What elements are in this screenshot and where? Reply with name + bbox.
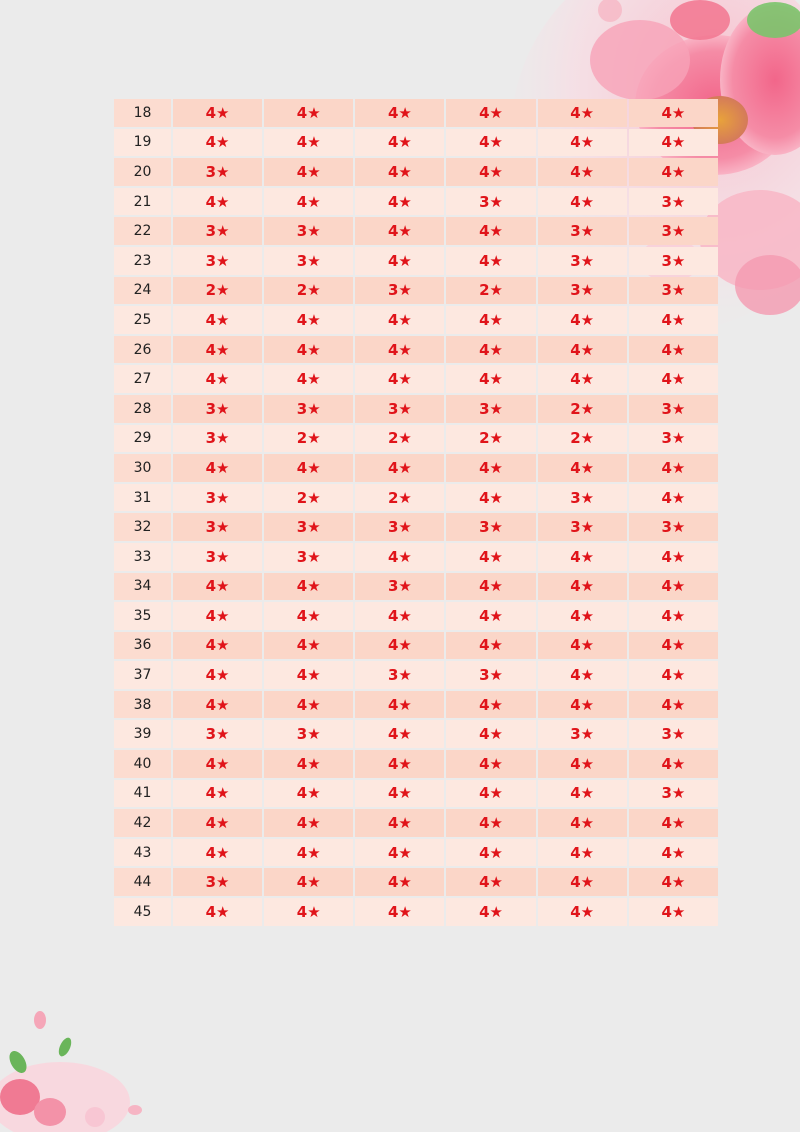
star-rating-cell: 4★ (173, 661, 262, 689)
star-rating-cell: 3★ (264, 513, 353, 541)
star-rating-cell: 3★ (355, 395, 444, 423)
star-rating-cell: 3★ (538, 277, 627, 305)
star-rating-cell: 4★ (446, 306, 535, 334)
star-rating-cell: 4★ (264, 661, 353, 689)
table-row (114, 129, 718, 157)
star-rating-cell: 2★ (446, 425, 535, 453)
star-rating-cell: 3★ (355, 277, 444, 305)
rating-table-container (112, 97, 720, 928)
star-rating-cell: 3★ (173, 720, 262, 748)
table-row (114, 188, 718, 216)
row-number-cell: 23 (114, 247, 171, 275)
star-rating-cell: 4★ (355, 898, 444, 926)
row-number-cell: 19 (114, 129, 171, 157)
table-row (114, 306, 718, 334)
star-rating-cell: 4★ (355, 691, 444, 719)
star-rating-cell: 4★ (355, 868, 444, 896)
row-number-cell: 32 (114, 513, 171, 541)
star-rating-cell: 3★ (355, 513, 444, 541)
star-rating-cell: 4★ (264, 454, 353, 482)
table-row (114, 839, 718, 867)
row-number-cell: 27 (114, 365, 171, 393)
row-number-cell: 40 (114, 750, 171, 778)
star-rating-cell: 4★ (446, 247, 535, 275)
star-rating-cell: 3★ (264, 217, 353, 245)
star-rating-cell: 3★ (446, 395, 535, 423)
star-rating-cell: 3★ (446, 661, 535, 689)
star-rating-cell: 2★ (264, 277, 353, 305)
star-rating-cell: 4★ (355, 839, 444, 867)
row-number-cell: 37 (114, 661, 171, 689)
star-rating-cell: 3★ (538, 720, 627, 748)
star-rating-cell: 4★ (538, 365, 627, 393)
star-rating-cell: 3★ (629, 247, 718, 275)
star-rating-cell: 2★ (264, 425, 353, 453)
rating-table-body (114, 99, 718, 926)
star-rating-cell: 4★ (538, 188, 627, 216)
row-number-cell: 20 (114, 158, 171, 186)
star-rating-cell: 4★ (629, 868, 718, 896)
star-rating-cell: 4★ (629, 573, 718, 601)
table-row (114, 661, 718, 689)
star-rating-cell: 4★ (355, 632, 444, 660)
star-rating-cell: 4★ (173, 750, 262, 778)
star-rating-cell: 3★ (629, 217, 718, 245)
star-rating-cell: 4★ (355, 720, 444, 748)
row-number-cell: 25 (114, 306, 171, 334)
star-rating-cell: 4★ (538, 129, 627, 157)
star-rating-cell: 3★ (629, 513, 718, 541)
row-number-cell: 41 (114, 780, 171, 808)
star-rating-cell: 4★ (173, 454, 262, 482)
star-rating-cell: 4★ (629, 691, 718, 719)
table-row (114, 720, 718, 748)
star-rating-cell: 4★ (629, 158, 718, 186)
star-rating-cell: 4★ (538, 839, 627, 867)
star-rating-cell: 4★ (355, 188, 444, 216)
star-rating-cell: 4★ (538, 809, 627, 837)
table-row (114, 602, 718, 630)
star-rating-cell: 4★ (264, 602, 353, 630)
table-row (114, 868, 718, 896)
flower-decoration-bottom-left (0, 992, 170, 1132)
table-row (114, 277, 718, 305)
table-row (114, 395, 718, 423)
star-rating-cell: 4★ (446, 839, 535, 867)
star-rating-cell: 4★ (629, 336, 718, 364)
star-rating-cell: 4★ (355, 99, 444, 127)
star-rating-cell: 4★ (173, 365, 262, 393)
star-rating-cell: 4★ (264, 691, 353, 719)
star-rating-cell: 4★ (629, 809, 718, 837)
table-row (114, 484, 718, 512)
star-rating-cell: 4★ (264, 839, 353, 867)
star-rating-cell: 3★ (538, 247, 627, 275)
star-rating-cell: 2★ (446, 277, 535, 305)
row-number-cell: 21 (114, 188, 171, 216)
table-row (114, 425, 718, 453)
star-rating-cell: 4★ (264, 898, 353, 926)
row-number-cell: 33 (114, 543, 171, 571)
star-rating-cell: 2★ (538, 395, 627, 423)
table-row (114, 365, 718, 393)
star-rating-cell: 4★ (355, 602, 444, 630)
row-number-cell: 35 (114, 602, 171, 630)
star-rating-cell: 3★ (629, 720, 718, 748)
star-rating-cell: 2★ (173, 277, 262, 305)
star-rating-cell: 4★ (538, 780, 627, 808)
star-rating-cell: 4★ (264, 809, 353, 837)
star-rating-cell: 3★ (173, 425, 262, 453)
star-rating-cell: 4★ (446, 573, 535, 601)
star-rating-cell: 4★ (355, 306, 444, 334)
star-rating-cell: 3★ (173, 543, 262, 571)
table-row (114, 691, 718, 719)
row-number-cell: 44 (114, 868, 171, 896)
star-rating-cell: 4★ (446, 217, 535, 245)
star-rating-cell: 3★ (173, 395, 262, 423)
star-rating-cell: 4★ (264, 158, 353, 186)
table-row (114, 513, 718, 541)
row-number-cell: 24 (114, 277, 171, 305)
row-number-cell: 30 (114, 454, 171, 482)
star-rating-cell: 4★ (538, 306, 627, 334)
star-rating-cell: 4★ (629, 306, 718, 334)
table-row (114, 809, 718, 837)
star-rating-cell: 4★ (264, 750, 353, 778)
table-row (114, 247, 718, 275)
star-rating-cell: 3★ (629, 277, 718, 305)
star-rating-cell: 4★ (446, 336, 535, 364)
star-rating-cell: 4★ (355, 543, 444, 571)
star-rating-cell: 4★ (264, 365, 353, 393)
star-rating-cell: 4★ (538, 99, 627, 127)
star-rating-cell: 4★ (538, 543, 627, 571)
row-number-cell: 28 (114, 395, 171, 423)
star-rating-cell: 3★ (538, 484, 627, 512)
star-rating-cell: 3★ (173, 513, 262, 541)
star-rating-cell: 2★ (355, 425, 444, 453)
star-rating-cell: 4★ (264, 868, 353, 896)
star-rating-cell: 3★ (538, 217, 627, 245)
star-rating-cell: 4★ (173, 780, 262, 808)
star-rating-cell: 4★ (355, 780, 444, 808)
star-rating-cell: 4★ (446, 129, 535, 157)
star-rating-cell: 4★ (446, 484, 535, 512)
table-row (114, 99, 718, 127)
star-rating-cell: 3★ (355, 661, 444, 689)
star-rating-cell: 4★ (538, 454, 627, 482)
row-number-cell: 34 (114, 573, 171, 601)
star-rating-cell: 4★ (538, 661, 627, 689)
star-rating-cell: 4★ (629, 454, 718, 482)
star-rating-cell: 4★ (538, 336, 627, 364)
star-rating-cell: 4★ (355, 454, 444, 482)
star-rating-cell: 4★ (173, 336, 262, 364)
star-rating-cell: 4★ (173, 632, 262, 660)
star-rating-cell: 3★ (629, 425, 718, 453)
star-rating-cell: 4★ (173, 809, 262, 837)
star-rating-cell: 4★ (355, 750, 444, 778)
star-rating-cell: 3★ (629, 188, 718, 216)
star-rating-cell: 4★ (446, 750, 535, 778)
star-rating-cell: 4★ (173, 602, 262, 630)
star-rating-cell: 4★ (538, 158, 627, 186)
star-rating-cell: 4★ (355, 158, 444, 186)
star-rating-cell: 3★ (538, 513, 627, 541)
star-rating-cell: 3★ (629, 395, 718, 423)
star-rating-cell: 4★ (264, 573, 353, 601)
star-rating-cell: 4★ (446, 868, 535, 896)
star-rating-cell: 3★ (264, 395, 353, 423)
star-rating-cell: 4★ (538, 632, 627, 660)
star-rating-cell: 4★ (264, 306, 353, 334)
table-row (114, 158, 718, 186)
star-rating-cell: 4★ (629, 99, 718, 127)
table-row (114, 336, 718, 364)
star-rating-cell: 3★ (355, 573, 444, 601)
row-number-cell: 29 (114, 425, 171, 453)
star-rating-cell: 3★ (173, 217, 262, 245)
row-number-cell: 31 (114, 484, 171, 512)
star-rating-cell: 4★ (446, 602, 535, 630)
star-rating-cell: 4★ (173, 306, 262, 334)
star-rating-cell: 4★ (355, 129, 444, 157)
star-rating-cell: 3★ (264, 543, 353, 571)
star-rating-cell: 4★ (629, 129, 718, 157)
star-rating-cell: 4★ (173, 839, 262, 867)
star-rating-cell: 4★ (629, 839, 718, 867)
star-rating-cell: 3★ (173, 484, 262, 512)
star-rating-cell: 4★ (173, 129, 262, 157)
star-rating-cell: 4★ (446, 365, 535, 393)
star-rating-cell: 3★ (446, 188, 535, 216)
star-rating-cell: 3★ (446, 513, 535, 541)
row-number-cell: 42 (114, 809, 171, 837)
table-row (114, 573, 718, 601)
star-rating-cell: 4★ (446, 543, 535, 571)
star-rating-cell: 4★ (446, 454, 535, 482)
star-rating-cell: 4★ (629, 661, 718, 689)
star-rating-cell: 3★ (173, 158, 262, 186)
row-number-cell: 38 (114, 691, 171, 719)
row-number-cell: 26 (114, 336, 171, 364)
table-row (114, 543, 718, 571)
star-rating-cell: 4★ (355, 217, 444, 245)
star-rating-cell: 4★ (173, 188, 262, 216)
rating-table (112, 97, 720, 928)
star-rating-cell: 4★ (629, 602, 718, 630)
star-rating-cell: 4★ (538, 691, 627, 719)
star-rating-cell: 3★ (264, 247, 353, 275)
row-number-cell: 36 (114, 632, 171, 660)
star-rating-cell: 4★ (446, 780, 535, 808)
star-rating-cell: 4★ (446, 720, 535, 748)
star-rating-cell: 4★ (264, 188, 353, 216)
star-rating-cell: 4★ (538, 868, 627, 896)
star-rating-cell: 3★ (629, 780, 718, 808)
star-rating-cell: 4★ (173, 691, 262, 719)
star-rating-cell: 4★ (538, 573, 627, 601)
star-rating-cell: 3★ (173, 868, 262, 896)
row-number-cell: 18 (114, 99, 171, 127)
star-rating-cell: 4★ (264, 780, 353, 808)
table-row (114, 780, 718, 808)
table-row (114, 632, 718, 660)
star-rating-cell: 4★ (264, 632, 353, 660)
star-rating-cell: 4★ (355, 247, 444, 275)
star-rating-cell: 4★ (629, 543, 718, 571)
star-rating-cell: 4★ (446, 158, 535, 186)
star-rating-cell: 4★ (173, 573, 262, 601)
table-row (114, 454, 718, 482)
table-row (114, 217, 718, 245)
star-rating-cell: 4★ (355, 365, 444, 393)
star-rating-cell: 3★ (264, 720, 353, 748)
star-rating-cell: 4★ (446, 898, 535, 926)
star-rating-cell: 4★ (446, 632, 535, 660)
star-rating-cell: 4★ (629, 484, 718, 512)
star-rating-cell: 3★ (173, 247, 262, 275)
star-rating-cell: 4★ (629, 898, 718, 926)
star-rating-cell: 4★ (355, 809, 444, 837)
star-rating-cell: 4★ (538, 898, 627, 926)
star-rating-cell: 4★ (538, 602, 627, 630)
row-number-cell: 43 (114, 839, 171, 867)
row-number-cell: 45 (114, 898, 171, 926)
star-rating-cell: 4★ (264, 129, 353, 157)
star-rating-cell: 4★ (629, 750, 718, 778)
table-row (114, 750, 718, 778)
star-rating-cell: 4★ (173, 898, 262, 926)
star-rating-cell: 2★ (264, 484, 353, 512)
star-rating-cell: 4★ (446, 691, 535, 719)
star-rating-cell: 4★ (629, 365, 718, 393)
star-rating-cell: 4★ (264, 99, 353, 127)
star-rating-cell: 4★ (446, 809, 535, 837)
row-number-cell: 39 (114, 720, 171, 748)
star-rating-cell: 4★ (446, 99, 535, 127)
star-rating-cell: 4★ (538, 750, 627, 778)
row-number-cell: 22 (114, 217, 171, 245)
star-rating-cell: 2★ (538, 425, 627, 453)
star-rating-cell: 2★ (355, 484, 444, 512)
star-rating-cell: 4★ (355, 336, 444, 364)
star-rating-cell: 4★ (173, 99, 262, 127)
table-row (114, 898, 718, 926)
star-rating-cell: 4★ (264, 336, 353, 364)
star-rating-cell: 4★ (629, 632, 718, 660)
